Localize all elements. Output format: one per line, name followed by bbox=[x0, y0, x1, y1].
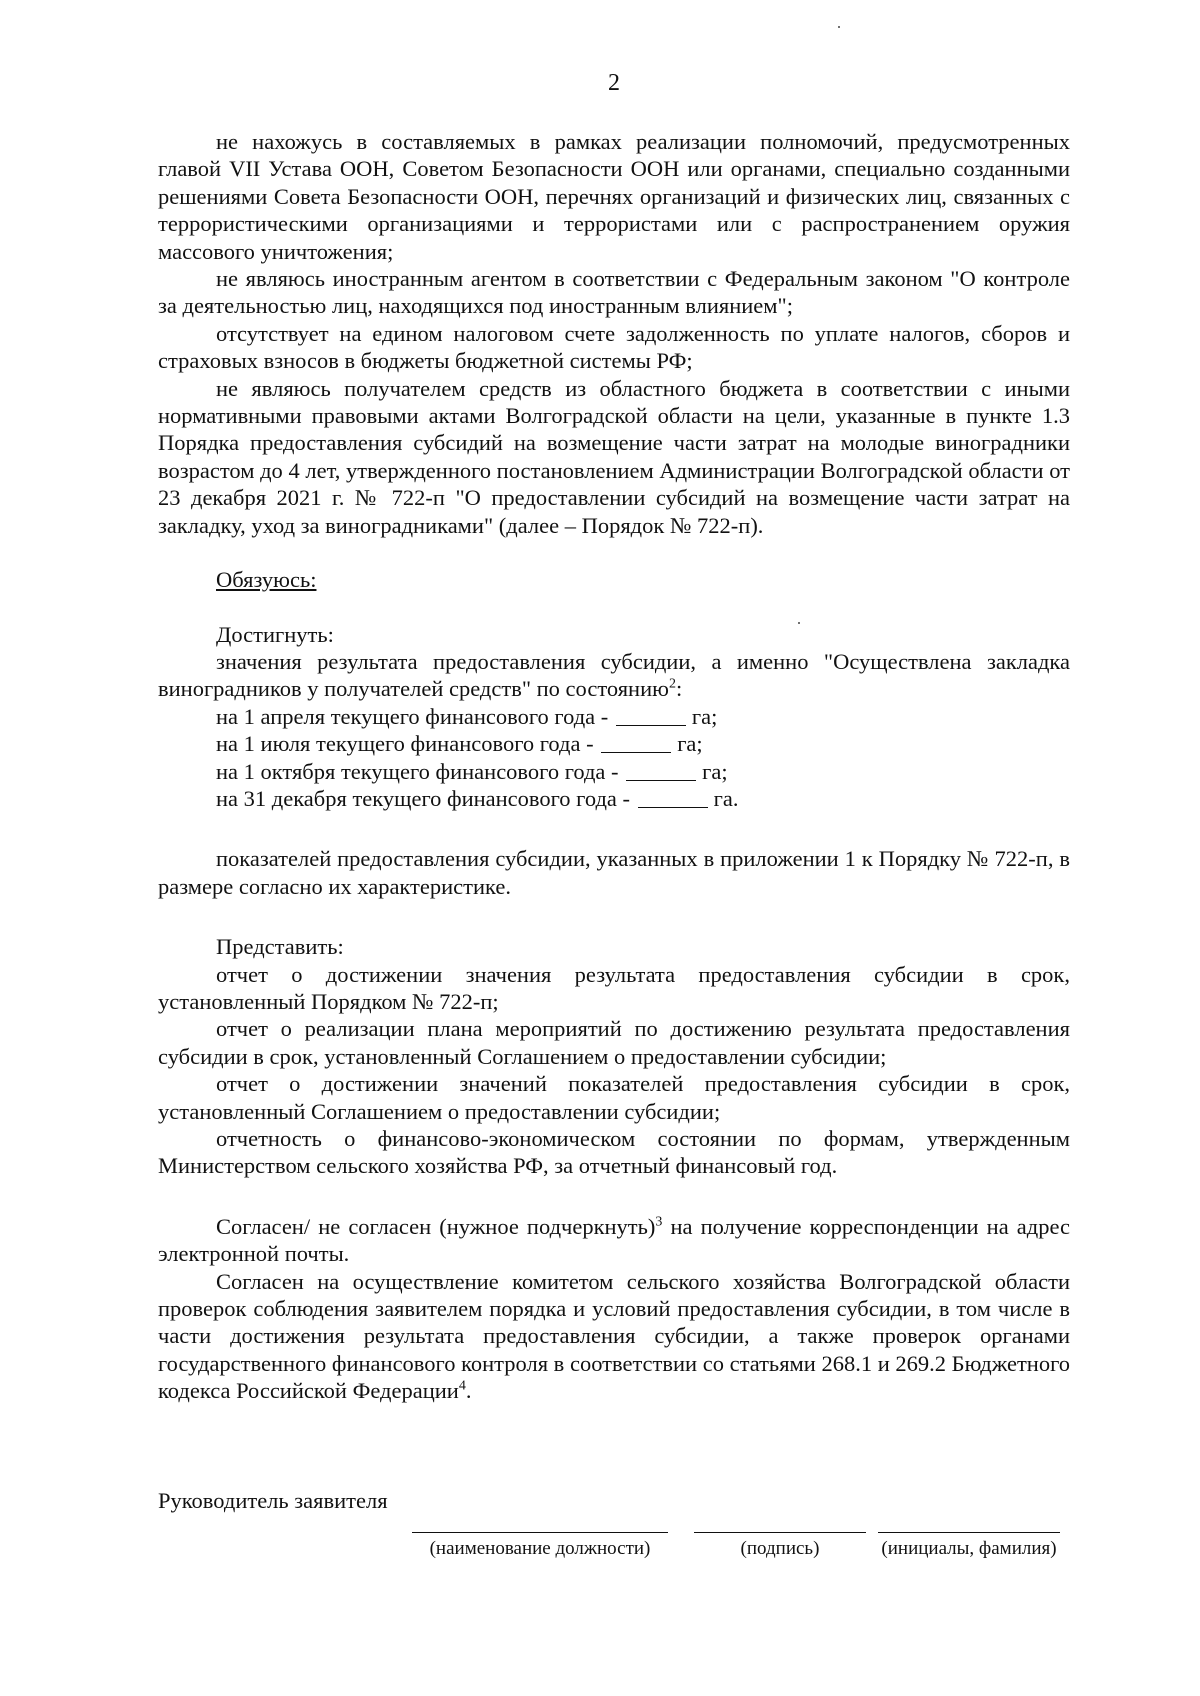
paragraph-result-colon: : bbox=[675, 676, 683, 702]
date-unit: га. bbox=[713, 785, 739, 811]
date-label: на 1 июля текущего финансового года - bbox=[216, 731, 594, 757]
blank-field bbox=[626, 762, 696, 781]
paragraph-result bbox=[158, 648, 1070, 703]
page-number: 2 bbox=[608, 70, 620, 96]
footnote-ref-3: 3 bbox=[655, 1214, 663, 1230]
paragraph-report-result: отчет о достижении значения результата предоставления субсидии в срок, установленный Порядком № 722-п; bbox=[158, 961, 1070, 1014]
paragraph-report-financial: отчетность о финансово-экономическом состоянии по формам, утвержденным Министерством сельского хозяйства РФ, за отчетный финансовый год. bbox=[158, 1126, 1070, 1179]
date-line-december bbox=[216, 785, 1070, 812]
consent-checks-text: Согласен на осуществление комитетом сельского хозяйства Волгоградской области проверок соблюдения заявителем порядка и условий предоставления субсидии, в том числе в части достижения результата предоставления субсидии, а также проверок органами государственного финансового контроля в соответствии со статьями 268.1 и 269.2 Бюджетного кодекса Российской Федерации bbox=[158, 1268, 1070, 1404]
position-signature-line bbox=[412, 1532, 668, 1533]
signature-line bbox=[694, 1532, 866, 1533]
blank-field bbox=[616, 707, 686, 726]
paragraph-indicators: показателей предоставления субсидии, указанных в приложении 1 к Порядку № 722-п, в размере согласно их характеристике. bbox=[158, 846, 1070, 899]
position-caption: (наименование должности) bbox=[429, 1538, 651, 1559]
date-line-april bbox=[216, 703, 1070, 730]
footnote-ref-4: 4 bbox=[458, 1378, 466, 1394]
date-label: на 1 октября текущего финансового года - bbox=[216, 758, 619, 784]
heading-obligate bbox=[216, 566, 1070, 593]
date-line-july bbox=[216, 730, 1070, 757]
paragraph-foreign-agent: не являюсь иностранным агентом в соответствии с Федеральным законом "О контроле за деятельностью лиц, находящихся под иностранным влиянием"; bbox=[158, 266, 1070, 319]
scan-speck bbox=[838, 26, 840, 28]
paragraph-consent-email bbox=[158, 1213, 1070, 1268]
date-label: на 31 декабря текущего финансового года - bbox=[216, 785, 631, 811]
name-signature-line bbox=[878, 1532, 1060, 1533]
heading-present: Представить: bbox=[216, 934, 344, 960]
date-label: на 1 апреля текущего финансового года - bbox=[216, 703, 609, 729]
paragraph-un-list: не нахожусь в составляемых в рамках реализации полномочий, предусмотренных главой VII Устава ООН, Советом Безопасности ООН или органами, специально созданными решениями Совета Безопасности ООН, перечнях организаций и физических лиц, связанных с террористическими организациями и террористами или с распространением оружия массового уничтожения; bbox=[158, 129, 1070, 264]
consent-email-text-b: на получение корреспонденции на адрес электронной почты. bbox=[158, 1213, 1070, 1267]
paragraph-not-recipient: не являюсь получателем средств из областного бюджета в соответствии с иными нормативными правовыми актами Волгоградской области на цели, указанные в пункте 1.3 Порядка предоставления субсидий на возмещение части затрат на молодые виноградники возрастом до 4 лет, утвержденного постановлением Администрации Волгоградской области от 23 декабря 2021 г. № 722-п "О предоставлении субсидий на возмещение части затрат на закладку, уход за виноградниками" (далее – Порядок № 722-п). bbox=[158, 375, 1070, 538]
document-body bbox=[158, 128, 1070, 1405]
paragraph-consent-checks bbox=[158, 1268, 1070, 1405]
signatory-label: Руководитель заявителя bbox=[158, 1488, 388, 1513]
paragraph-report-indicators: отчет о достижении значений показателей предоставления субсидии в срок, установленный Соглашением о предоставлении субсидии; bbox=[158, 1071, 1070, 1124]
blank-field bbox=[638, 789, 708, 808]
heading-achieve: Достигнуть: bbox=[216, 621, 334, 647]
paragraph-tax-debt: отсутствует на едином налоговом счете задолженность по уплате налогов, сборов и страховых взносов в бюджеты бюджетной системы РФ; bbox=[158, 320, 1070, 374]
footnote-ref-2: 2 bbox=[668, 676, 676, 692]
consent-email-text-a: Согласен/ не согласен (нужное подчеркнуть) bbox=[216, 1213, 656, 1239]
paragraph-report-plan: отчет о реализации плана мероприятий по достижению результата предоставления субсидии в срок, установленный Соглашением о предоставлении субсидии; bbox=[158, 1016, 1070, 1069]
date-unit: га; bbox=[691, 703, 718, 729]
blank-field bbox=[601, 734, 671, 753]
name-caption: (инициалы, фамилия) bbox=[881, 1538, 1057, 1559]
date-unit: га; bbox=[702, 758, 728, 784]
scan-speck bbox=[798, 622, 800, 624]
date-unit: га; bbox=[677, 731, 703, 757]
paragraph-result-text: значения результата предоставления субсидии, а именно "Осуществлена закладка виноградников у получателей средств" по состоянию bbox=[158, 648, 1070, 702]
date-line-october bbox=[216, 758, 1070, 785]
consent-checks-period: . bbox=[465, 1378, 472, 1404]
signature-caption: (подпись) bbox=[740, 1538, 820, 1559]
heading-obligate-text: Обязуюсь: bbox=[216, 567, 317, 593]
